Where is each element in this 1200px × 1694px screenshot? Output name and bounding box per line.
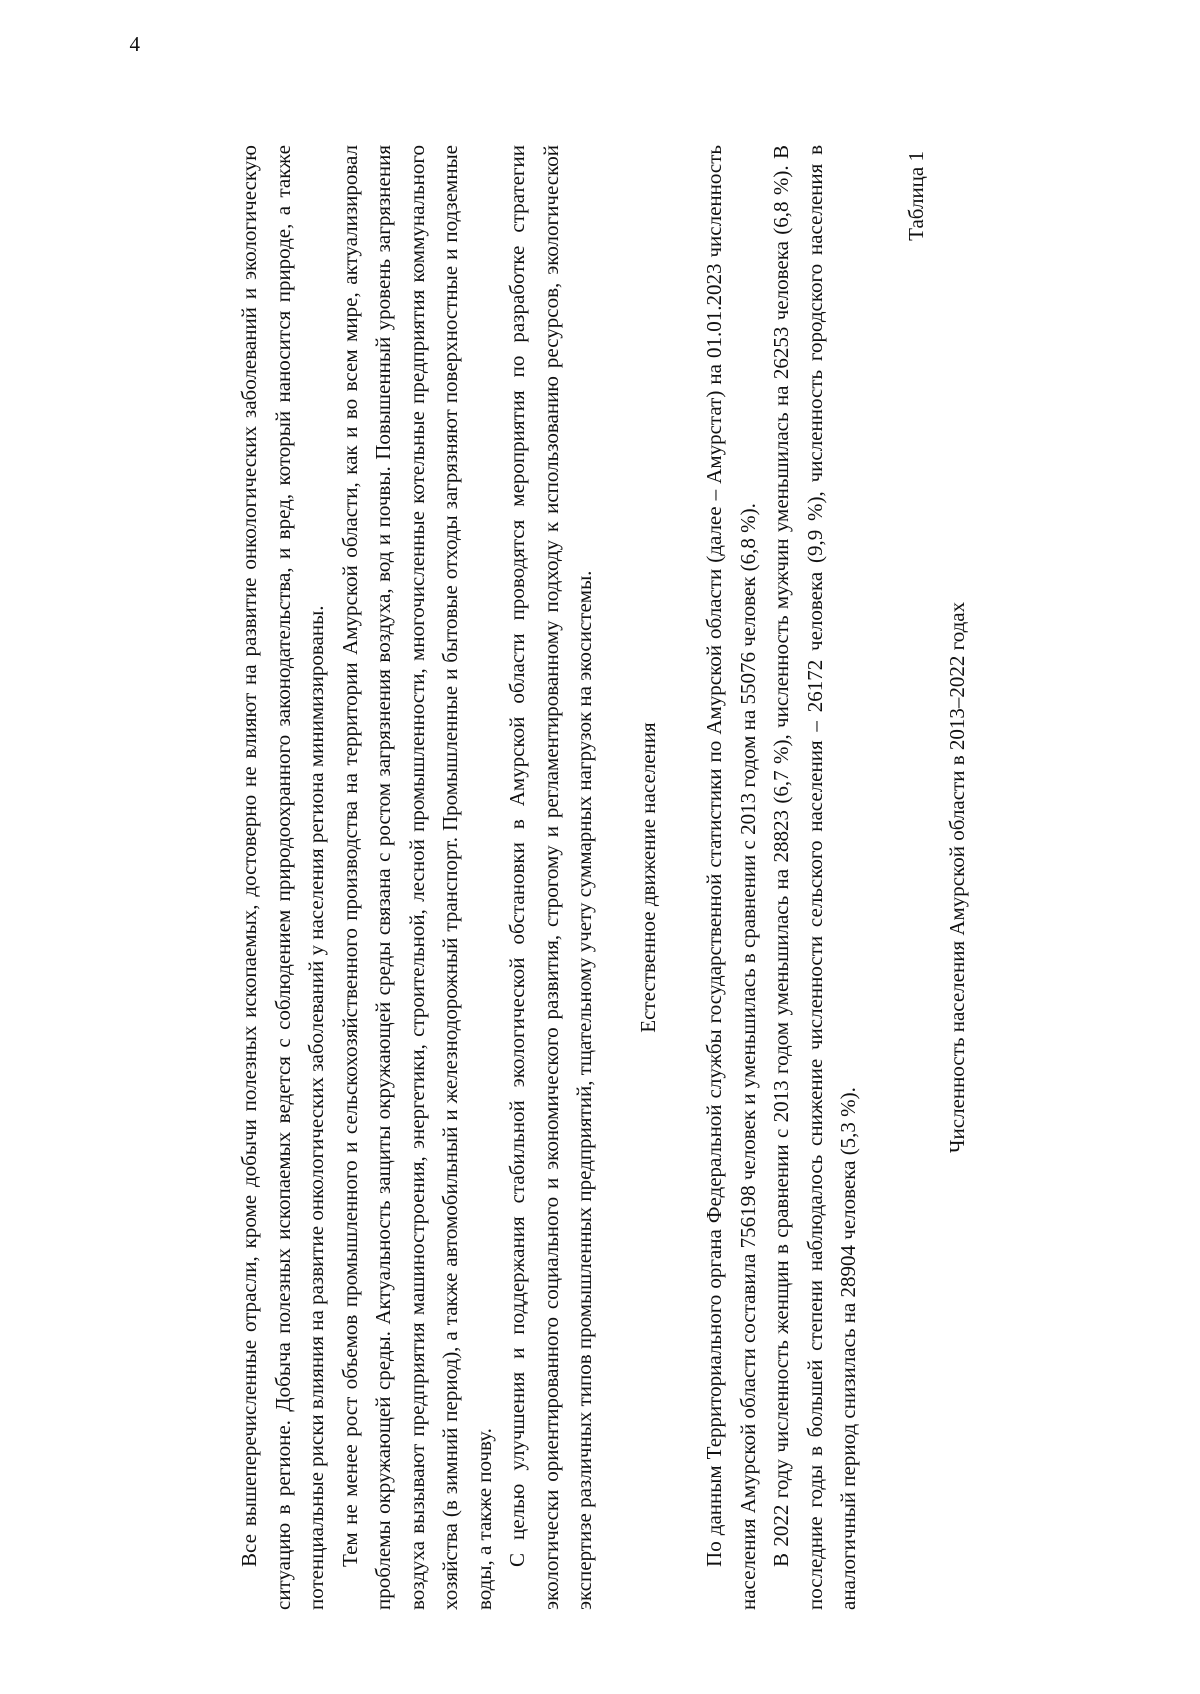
paragraph-population-gender: В 2022 году численность женщин в сравнении с 2013 годом уменьшилась на 28823 (6,7 %), численность мужчин уменьшилась на 26253 человека (6,8 %). В последние годы в большей степени наблюдалось снижение численности сельского населения – 26172 человека (9,9 %), численность городского населения в аналогичный период снизилась на 28904 человека (5,3 %). [769, 145, 860, 1610]
text-block [233, 145, 975, 1610]
section-heading: Естественное движение населения [635, 722, 660, 1033]
paragraph-population-total: По данным Территориального органа Федеральной службы государственной статистики по Амурской области (далее – Амурстат) на 01.01.2023 численность населения Амурской области составила 756198 человек и уменьшилась в сравнении с 2013 годом на 55076 человек (6,8 %). [702, 145, 760, 1610]
paragraph-ecology-measures: С целью улучшения и поддержания стабильной экологической обстановки в Амурской области проводятся мероприятия по разработке стратегии экологически ориентированного социального и экономического развития, строгому и регламентированному подходу к использованию ресурсов, экологической экспертизе различных типов промышленных предприятий, тщательному учету суммарных нагрузок на экосистемы. [505, 145, 596, 1610]
table-caption: Численность населения Амурской области в 2013–2022 годах [945, 601, 969, 1154]
rotated-page-content [118, 30, 1033, 1665]
page-number-text: 4 [129, 32, 140, 57]
table-number: Таблица 1 [903, 151, 928, 241]
paragraph-environment-pollution: Тем не менее рост объемов промышленного и сельскохозяйственного производства на территории Амурской области, как и во всем мире, актуализировал проблемы окружающей среды. Актуальность защиты окружающей среды связана с ростом загрязнения воздуха, вод и почвы. Повышенный уровень загрязнения воздуха вызывают предприятия машиностроения, энергетики, строительной, лесной промышленности, многочисленные котельные предприятия коммунального хозяйства (в зимний период), а также автомобильный и железнодорожный транспорт. Промышленные и бытовые отходы загрязняют поверхностные и подземные воды, а также почву. [337, 145, 496, 1610]
paragraph-industry-cancer: Все вышеперечисленные отрасли, кроме добычи полезных ископаемых, достоверно не влияют на развитие онкологических заболеваний и экологическую ситуацию в регионе. Добыча полезных ископаемых ведется с соблюдением природоохранного законодательства, и вред, который наносится природе, а также потенциальные риски влияния на развитие онкологических заболеваний у населения региона минимизированы. [237, 145, 328, 1610]
page-number [118, 32, 148, 940]
